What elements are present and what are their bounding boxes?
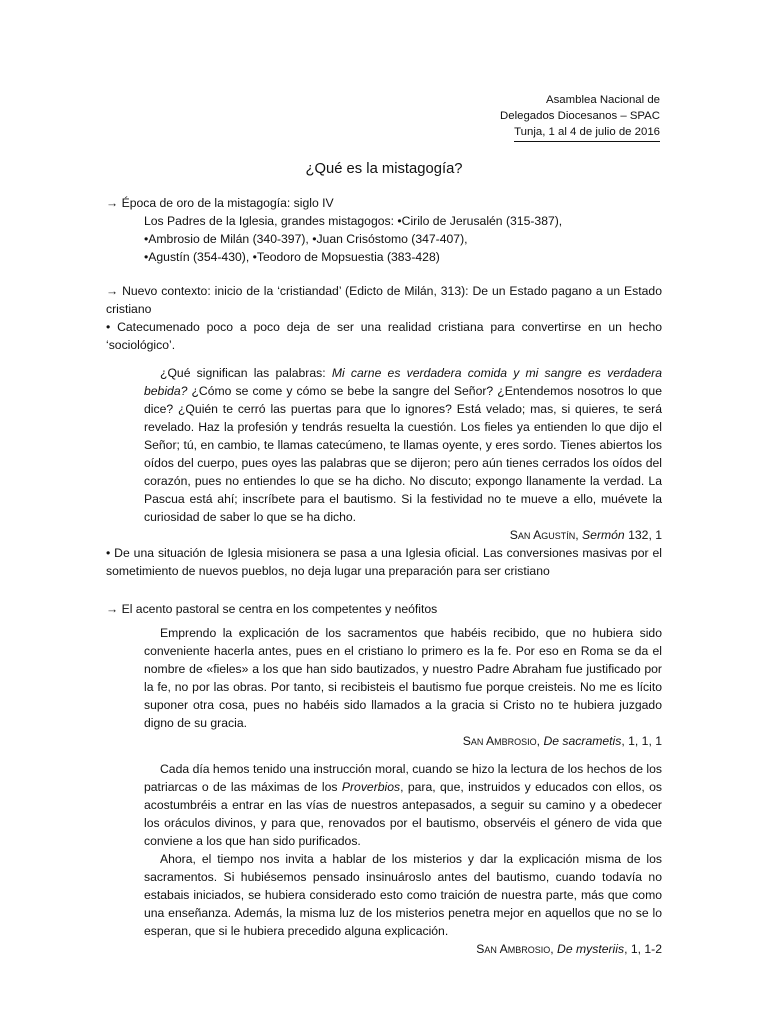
- fathers-line-2: •Ambrosio de Milán (340-397), •Juan Crisóstomo (347-407),: [144, 232, 468, 246]
- quote-part-b: , para, que, instruidos y educados con ellos, os acostumbréis a entrar en las vías de nuestros antepasados, a seguir su camino y a obedecer los oráculos divinos, y para que, renovados por el bautismo, observéis el género de vida que conviene a los que han sido purificados.: [144, 780, 662, 848]
- citation-ref: , 1, 1, 1: [621, 734, 662, 748]
- header-date: Tunja, 1 al 4 de julio de 2016: [514, 124, 660, 142]
- citation-work: Sermón: [582, 528, 625, 542]
- citation-author: San Ambrosio: [462, 734, 537, 748]
- bullet-official-church: • De una situación de Iglesia misionera se pasa a una Iglesia oficial. Las conversiones masivas por el sometimiento de nuevos pueblos, no deja lugar una preparación para ser cristiano: [106, 546, 662, 578]
- citation-ambrose-sacramentis: San Ambrosio, De sacrametis, 1, 1, 1: [462, 734, 662, 748]
- quote-italic-proverbios: Proverbios: [341, 780, 401, 794]
- quote-augustine-rest: ¿Cómo se come y cómo se bebe la sangre del Señor? ¿Entendemos nosotros lo que dice? ¿Quién te cerró las puertas para que lo ignores? Está velado; mas, si quieres, te será revelado. Haz la profesión y tendrás resuelta la cuestión. Los fieles ya entienden lo que dijo el Señor; tú, en cambio, te llamas catecúmeno, te llamas oyente, y eres sordo. Tienes abiertos los oídos del cuerpo, pues oyes las palabras que se dijeron; pero aún tienes cerrados los oídos del corazón, pues no entiendes lo que se ha dicho. No discuto; expongo llanamente la verdad. La Pascua está ahí; inscríbete para el bautismo. Si la festividad no te mueve a ello, muévete la curiosidad de saber lo que se ha dicho.: [144, 384, 662, 524]
- document-body: [106, 194, 662, 958]
- citation-ref: 132, 1: [624, 528, 662, 542]
- section-heading-golden-age: → Época de oro de la mistagogía: siglo IV: [106, 196, 334, 210]
- citation-author: San Ambrosio: [476, 942, 551, 956]
- quote-part-a: Cada día hemos tenido una instrucción moral, cuando se hizo la lectura de los hechos de los patriarcas o de las máximas de los: [144, 762, 662, 794]
- quote-ambrose-sacramentis: Emprendo la explicación de los sacramentos que habéis recibido, que no hubiera sido conveniente hacerla antes, pues en el cristiano lo primero es la fe. Por eso en Roma se da el nombre de «fieles» a los que han sido bautizados, y nuestro Padre Abraham fue justificado por la fe, no por las obras. Por tanto, si recibisteis el bautismo fue porque creisteis. No me es lícito suponer otra cosa, pues no habéis sido llamados a la gracia si Cristo no te hubiera juzgado digno de su gracia.: [144, 626, 662, 730]
- document-header: [360, 92, 660, 142]
- quote-ambrose-mysteriis-1: [106, 760, 662, 850]
- section-new-context: → Nuevo contexto: inicio de la ‘cristiandad’ (Edicto de Milán, 313): De un Estado pagano a un Estado cristiano: [106, 284, 662, 316]
- citation-work: De mysteriis: [557, 942, 625, 956]
- citation-work: De sacrametis: [543, 734, 622, 748]
- section-heading-pastoral: → El acento pastoral se centra en los competentes y neófitos: [106, 602, 438, 616]
- citation-author: San Agustín: [509, 528, 576, 542]
- citation-augustine: San Agustín, Sermón 132, 1: [509, 528, 662, 542]
- quote-augustine-italic: Mi carne es verdadera comida y mi sangre es verdadera bebida?: [144, 366, 662, 398]
- fathers-line-3: •Agustín (354-430), •Teodoro de Mopsuestia (383-428): [144, 250, 440, 264]
- quote-ambrose-mysteriis-2: Ahora, el tiempo nos invita a hablar de los misterios y dar la explicación misma de los sacramentos. Si hubiésemos pensado insinuároslo antes del bautismo, cuando todavía no estabais iniciados, se hubiera considerado esto como traición de nuestra parte, más que como una enseñanza. Además, la misma luz de los misterios penetra mejor en aquellos que no se lo esperan, que si le hubiera precedido alguna explicación.: [144, 852, 662, 938]
- bullet-catechumenate: • Catecumenado poco a poco deja de ser una realidad cristiana para convertirse en un hecho ‘sociológico’.: [106, 320, 662, 352]
- quote-augustine: [106, 364, 662, 526]
- fathers-line-1: Los Padres de la Iglesia, grandes mistagogos: •Cirilo de Jerusalén (315-387),: [144, 214, 563, 228]
- quote-augustine-lead: ¿Qué significan las palabras:: [160, 366, 332, 380]
- citation-ref: , 1, 1-2: [624, 942, 662, 956]
- citation-ambrose-mysteriis: San Ambrosio, De mysteriis, 1, 1-2: [476, 942, 662, 956]
- header-line-1: Asamblea Nacional de: [546, 94, 660, 106]
- page-title: ¿Qué es la mistagogía?: [305, 161, 463, 177]
- header-line-2: Delegados Diocesanos – SPAC: [500, 110, 660, 122]
